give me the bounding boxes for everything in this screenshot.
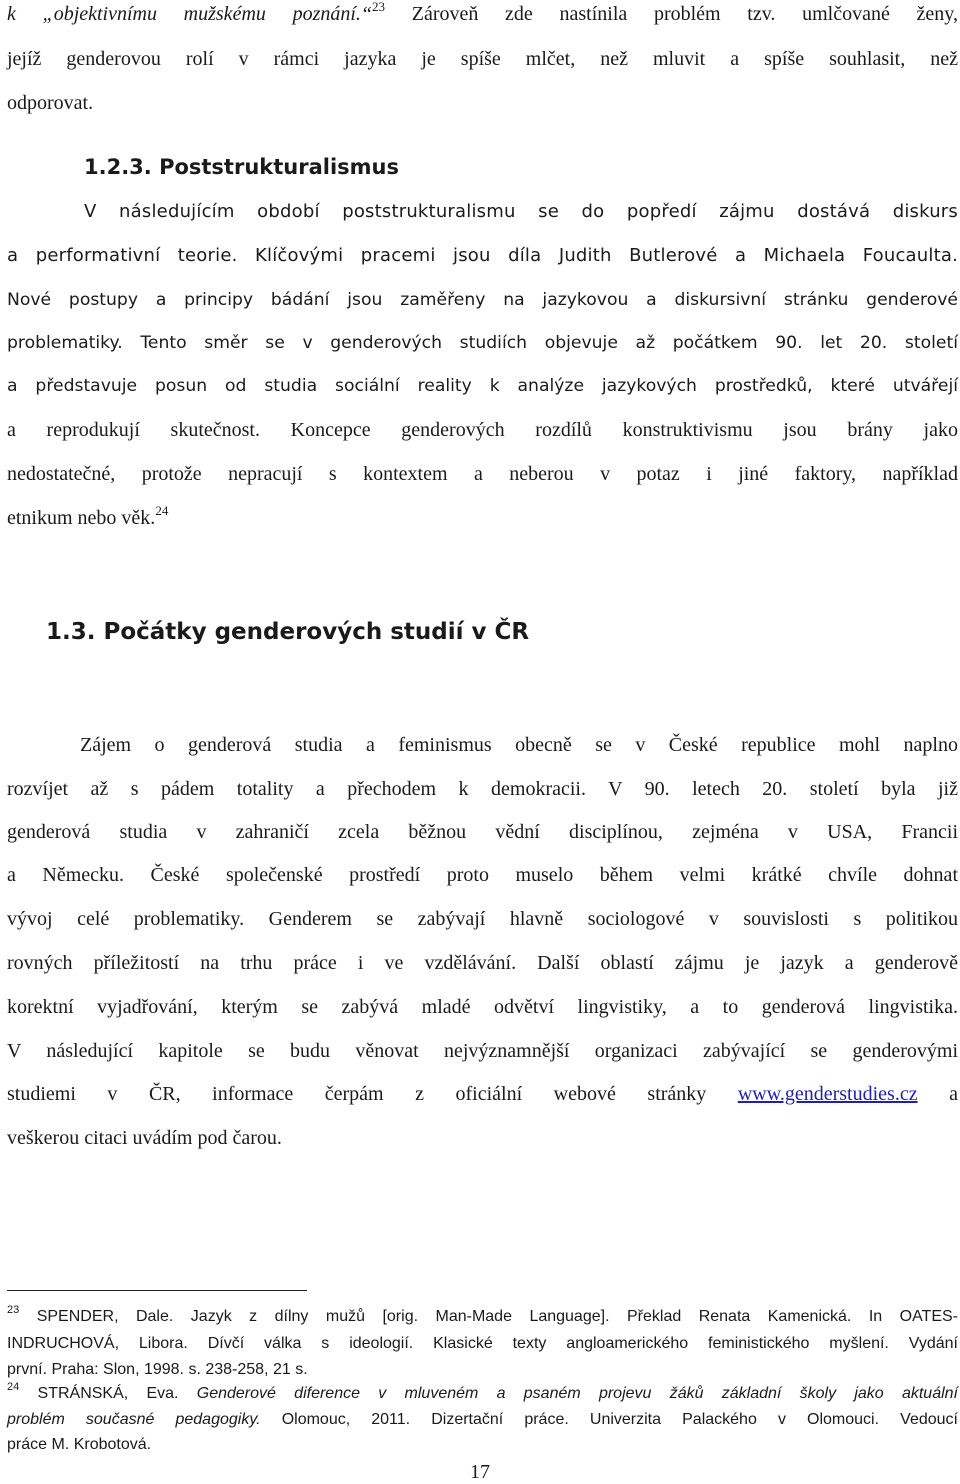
footnote-separator <box>7 1290 307 1291</box>
footnote-line: práce M. Krobotová. <box>7 1436 152 1453</box>
paragraph-line: vývoj celé problematiky. Genderem se zabývají hlavně sociologové v souvislosti s politikou <box>7 908 958 930</box>
paragraph-line: odporovat. <box>7 92 94 114</box>
paragraph-line: studiemi v ČR, informace čerpám z oficiální webové stránky www.genderstudies.cz a <box>7 1083 958 1105</box>
paragraph-line: rovných příležitostí na trhu práce i ve vzdělávání. Další oblastí zájmu je jazyk a genderově <box>7 952 958 974</box>
paragraph-line: korektní vyjadřování, kterým se zabývá mladé odvětví lingvistiky, a to genderová lingvistika. <box>7 996 958 1018</box>
footnote-24: $^{24}$ STRÁNSKÁ, Eva. Genderové diference v mluveném a psaném projevu žáků základní školy jako aktuální <box>7 1381 958 1402</box>
paragraph-line: Zájem o genderová studia a feminismus obecně se v České republice mohl naplno <box>80 734 958 756</box>
section-heading: 1.3. Počátky genderových studií v ČR <box>46 619 530 645</box>
paragraph-line: genderová studia v zahraničí zcela běžnou vědní disciplínou, zejména v USA, Francii <box>7 821 958 843</box>
paragraph-line: etnikum nebo věk.$^{24}$ <box>7 503 169 529</box>
paragraph-line: a performativní teorie. Klíčovými pracemi jsou díla Judith Butlerové a Michaela Foucaulta. <box>7 245 958 266</box>
paragraph-line: k „objektivnímu mužskému poznání.“$^{23}$ Zároveň zde nastínila problém tzv. umlčované ženy, <box>7 0 958 25</box>
paragraph-line: rozvíjet až s pádem totality a přechodem k demokracii. V 90. letech 20. století byla již <box>7 778 958 800</box>
footnote-23: $^{23}$ SPENDER, Dale. Jazyk z dílny mužů [orig. Man-Made Language]. Překlad Renata Kamenická. In OATES- <box>7 1304 958 1325</box>
footnote-line: první. Praha: Slon, 1998. s. 238-258, 21 s. <box>7 1361 308 1378</box>
paragraph-line: Nové postupy a principy bádání jsou zaměřeny na jazykovou a diskursivní stránku genderové <box>7 290 958 310</box>
footnote-ref[interactable]: 24 <box>155 503 169 518</box>
paragraph-line: problematiky. Tento směr se v genderových studiích objevuje až počátkem 90. let 20. století <box>7 333 958 353</box>
footnote-line: problém současné pedagogiky. Olomouc, 2011. Dizertační práce. Univerzita Palackého v Olomouci. Vedoucí <box>7 1411 958 1428</box>
paragraph-line: V následující kapitole se budu věnovat nejvýznamnější organizaci zabývající se genderovými <box>7 1040 958 1062</box>
paragraph-line: a reprodukují skutečnost. Koncepce genderových rozdílů konstruktivismu jsou brány jako <box>7 419 958 441</box>
paragraph-line: nedostatečné, protože nepracují s kontextem a neberou v potaz i jiné faktory, například <box>7 463 958 485</box>
paragraph-line: jejíž genderovou rolí v rámci jazyka je spíše mlčet, než mluvit a spíše souhlasit, než <box>7 48 958 70</box>
footnote-ref[interactable]: 23 <box>372 0 386 14</box>
paragraph-line: a Německu. České společenské prostředí proto muselo během velmi krátké chvíle dohnat <box>7 864 958 886</box>
page-number: 17 <box>470 1461 490 1483</box>
paragraph-line: V následujícím období poststrukturalismu se do popředí zájmu dostává diskurs <box>84 201 958 222</box>
paragraph-line: veškerou citaci uvádím pod čarou. <box>7 1127 282 1149</box>
footnote-line: INDRUCHOVÁ, Libora. Dívčí válka s ideologií. Klasické texty angloamerického feministického myšlení. Vydání <box>7 1335 958 1352</box>
paragraph-line: a představuje posun od studia sociální reality k analýze jazykových prostředků, které utvářejí <box>7 376 958 396</box>
section-heading: 1.2.3. Poststrukturalismus <box>84 155 399 179</box>
genderstudies-link[interactable]: www.genderstudies.cz <box>737 1083 918 1105</box>
